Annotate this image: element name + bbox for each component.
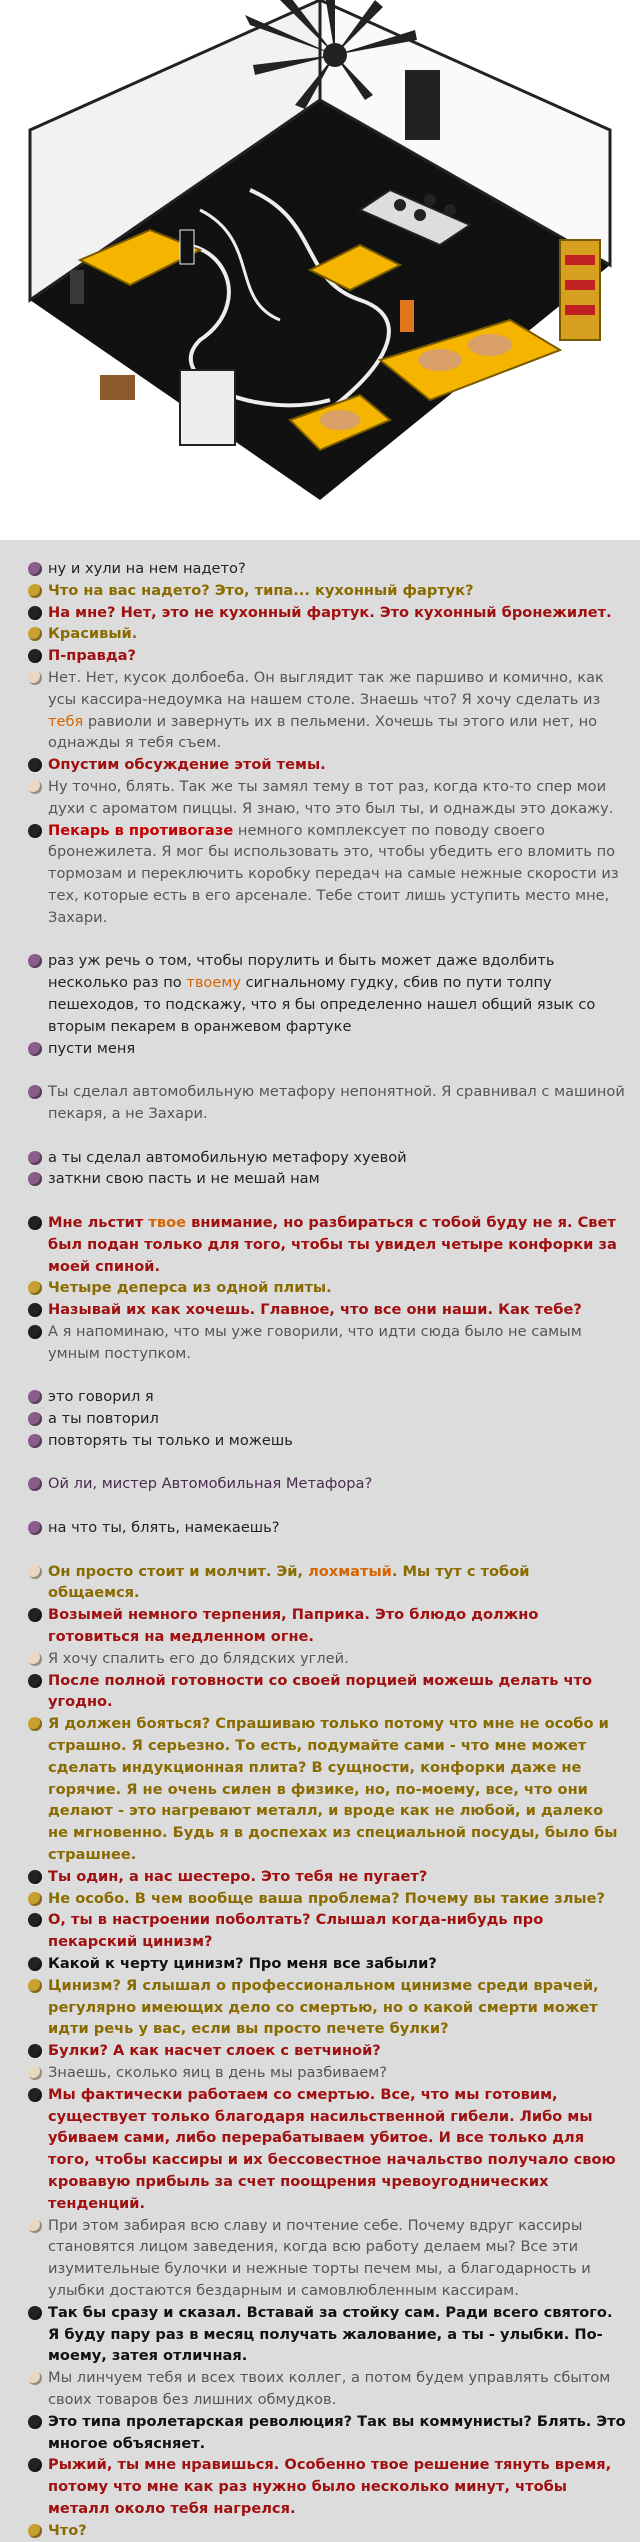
dialogue-text: повторять ты только и можешь <box>48 1431 293 1449</box>
radiator-icon <box>180 370 235 445</box>
dialogue-spacer <box>28 1059 626 1081</box>
pizza-icon <box>418 349 462 371</box>
dialogue-line <box>28 1081 626 1125</box>
dialogue-text: лохматый <box>308 1562 392 1580</box>
dialogue-line <box>28 2367 626 2411</box>
character-icon <box>180 230 194 264</box>
dialogue-line <box>28 1648 626 1670</box>
dialogue-line <box>28 1321 626 1365</box>
dialogue-spacer <box>28 1539 626 1561</box>
character-icon <box>320 170 332 200</box>
dialogue-line <box>28 2411 626 2455</box>
dialogue-line <box>28 1277 626 1299</box>
speaker-avatar-icon <box>28 606 42 620</box>
dialogue-line <box>28 1386 626 1408</box>
dialogue-line <box>28 2062 626 2084</box>
dialogue-line <box>28 1604 626 1648</box>
dialogue-text: немного комплексует по поводу своего бронежилета. Я мог бы использовать это, чтобы убедить его вломить по тормозам и переключить коробку передач на самые нежные скорости из тех, которые есть в его арсенале. Тебе стоит лишь уступить место мне, Захари. <box>48 821 619 926</box>
dialogue-text: Это типа пролетарская революция? Так вы коммунисты? Блять. Это многое объясняет. <box>48 2412 626 2452</box>
dialogue-line <box>28 1147 626 1169</box>
dialogue-text: П-правда? <box>48 647 136 665</box>
dialogue-text: Не особо. В чем вообще ваша проблема? Почему вы такие злые? <box>48 1889 605 1907</box>
dialogue-text: Нет. Нет, кусок долбоеба. Он выглядит так же паршиво и комично, как усы кассира-недоумка на нашем столе. Знаешь что? Я хочу сделать из <box>48 668 604 708</box>
speaker-avatar-icon <box>28 649 42 663</box>
dialogue-line <box>28 2520 626 2542</box>
dialogue-line <box>28 820 626 929</box>
speaker-avatar-icon <box>28 1172 42 1186</box>
pizza-icon <box>468 334 512 356</box>
dialogue-text: Мы фактически работаем со смертью. Все, что мы готовим, существует только благодаря насильственной гибели. Либо мы убиваем сами, либо перерабатываем убитое. И все только для того, чтобы кассиры и их бессовестное начальство получало свою кровавую прибыль за счет поощрения чревоугоднических тенденций. <box>48 2085 616 2212</box>
dialogue-spacer <box>28 1125 626 1147</box>
dialogue-line <box>28 1713 626 1866</box>
dialogue-text: Знаешь, сколько яиц в день мы разбиваем? <box>48 2063 387 2081</box>
dialogue-line <box>28 1299 626 1321</box>
dialogue-line <box>28 580 626 602</box>
speaker-avatar-icon <box>28 1957 42 1971</box>
dialogue-line <box>28 1953 626 1975</box>
dialogue-text: Что на вас надето? Это, типа... кухонный фартук? <box>48 581 474 599</box>
speaker-avatar-icon <box>28 1434 42 1448</box>
dialogue-text: Опустим обсуждение этой темы. <box>48 756 326 774</box>
character-icon <box>70 270 84 304</box>
dialogue-text: а ты повторил <box>48 1410 159 1428</box>
dialogue-text: Я хочу спалить его до блядских углей. <box>48 1649 349 1667</box>
dialogue-text: раз уж речь о том, чтобы порулить и быть может даже вдолбить несколько раз по <box>48 952 555 992</box>
dialogue-line <box>28 1473 626 1495</box>
dialogue-line <box>28 1212 626 1277</box>
dialogue-line <box>28 950 626 1037</box>
dialogue-text: равиоли и завернуть их в пельмени. Хочешь ты этого или нет, но однажды я тебя съем. <box>48 712 598 752</box>
dialogue-spacer <box>28 1364 626 1386</box>
speaker-avatar-icon <box>28 1390 42 1404</box>
dialogue-text: Ой ли, мистер Автомобильная Метафора? <box>48 1475 373 1493</box>
speaker-avatar-icon <box>28 1216 42 1230</box>
dialogue-text: тебя <box>48 712 84 730</box>
speaker-avatar-icon <box>28 1565 42 1579</box>
dialogue-line <box>28 1168 626 1190</box>
dialogue-line <box>28 1408 626 1430</box>
dialogue-line <box>28 1866 626 1888</box>
dialogue-text: Ты сделал автомобильную метафору непонятной. Я сравнивал с машиной пекаря, а не Захари. <box>48 1083 625 1122</box>
speaker-avatar-icon <box>28 1979 42 1993</box>
speaker-avatar-icon <box>28 1717 42 1731</box>
speaker-avatar-icon <box>28 758 42 772</box>
speaker-avatar-icon <box>28 1674 42 1688</box>
dialogue-text: Возымей немного терпения, Паприка. Это блюдо должно готовиться на медленном огне. <box>48 1606 539 1646</box>
speaker-avatar-icon <box>28 2044 42 2058</box>
dialogue-text: Ты один, а нас шестеро. Это тебя не пугает? <box>48 1867 428 1885</box>
dialogue-text: Что? <box>48 2521 87 2539</box>
dialogue-line <box>28 2040 626 2062</box>
dialogue-text: Четыре деперса из одной плиты. <box>48 1279 332 1297</box>
dialogue-line <box>28 667 626 754</box>
speaker-avatar-icon <box>28 2371 42 2385</box>
dialogue-text: Мне льстит <box>48 1213 149 1231</box>
dialogue-line <box>28 1430 626 1452</box>
speaker-avatar-icon <box>28 584 42 598</box>
dialogue-text: Называй их как хочешь. Главное, что все они наши. Как тебе? <box>48 1301 582 1319</box>
dialogue-text: О, ты в настроении поболтать? Слышал когда-нибудь про пекарский цинизм? <box>48 1911 544 1951</box>
pizza-icon <box>320 410 360 430</box>
speaker-avatar-icon <box>28 1892 42 1906</box>
dialogue-line <box>28 558 626 580</box>
dialogue-line <box>28 1561 626 1605</box>
isometric-pizzeria-scene <box>0 0 640 540</box>
speaker-avatar-icon <box>28 562 42 576</box>
dialogue-text: а ты сделал автомобильную метафору хуевой <box>48 1148 407 1166</box>
dialogue-text: Рыжий, ты мне нравишься. Особенно твое решение тянуть время, потому что мне как раз нужно было несколько минут, чтобы металл около тебя нагрелся. <box>48 2456 612 2517</box>
dialogue-line <box>28 2084 626 2215</box>
dialogue-text: . Мы тут с тобой общаемся. <box>48 1562 530 1602</box>
speaker-avatar-icon <box>28 1151 42 1165</box>
speaker-avatar-icon <box>28 1281 42 1295</box>
dialogue-text: Пекарь в противогазе <box>48 821 234 839</box>
dialogue-line <box>28 776 626 820</box>
character-icon <box>400 300 414 332</box>
speaker-avatar-icon <box>28 1325 42 1339</box>
dialogue-text: После полной готовности со своей порцией можешь делать что угодно. <box>48 1671 593 1711</box>
box-icon <box>100 375 135 400</box>
dialogue-text: это говорил я <box>48 1388 154 1406</box>
dialogue-spacer <box>28 929 626 951</box>
dialogue-spacer <box>28 1495 626 1517</box>
dialogue-text: Мы линчуем тебя и всех твоих коллег, а потом будем управлять сбытом своих товаров без лишних обмудков. <box>48 2369 611 2408</box>
dialogue-line <box>28 645 626 667</box>
speaker-avatar-icon <box>28 1303 42 1317</box>
speaker-avatar-icon <box>28 2088 42 2102</box>
speaker-avatar-icon <box>28 1477 42 1491</box>
dialogue-text: на что ты, блять, намекаешь? <box>48 1519 280 1537</box>
speaker-avatar-icon <box>28 1608 42 1622</box>
speaker-avatar-icon <box>28 2066 42 2080</box>
speaker-avatar-icon <box>28 1913 42 1927</box>
dialogue-text: Булки? А как насчет слоек с ветчиной? <box>48 2042 381 2060</box>
dialogue-line <box>28 2454 626 2519</box>
dialogue-line <box>28 602 626 624</box>
dialogue-text: твоему <box>186 974 241 992</box>
dialogue-text: Какой к черту цинизм? Про меня все забыли? <box>48 1955 437 1972</box>
dialogue-line <box>28 623 626 645</box>
speaker-avatar-icon <box>28 1042 42 1056</box>
dialogue-text: Я должен бояться? Спрашиваю только потому что мне не особо и страшно. Я серьезно. То есть, подумайте сами - что мне может сделать индукционная плита? В сущности, конфорки даже не горячие. Я не очень силен в физике, но, по-моему, все, что они делают - это нагревают металл, и вроде как не любой, и далеко не мгновенно. Будь я в доспехах из специальной посуды, было бы страшнее. <box>48 1715 618 1864</box>
dialogue-line <box>28 2302 626 2367</box>
dialogue-line <box>28 1670 626 1714</box>
dialogue-text: Цинизм? Я слышал о профессиональном цинизме среди врачей, регулярно имеющих дело со смертью, но о какой смерти может идти речь у вас, если вы просто печете булки? <box>48 1976 599 2038</box>
dialogue-text: Так бы сразу и сказал. Вставай за стойку сам. Ради всего святого. Я буду пару раз в месяц получать жалование, а ты - улыбки. По-моему, затея отличная. <box>48 2303 613 2365</box>
dialogue-line <box>28 1975 626 2040</box>
dialogue-log <box>0 540 640 2542</box>
dialogue-text: заткни свою пасть и не мешай нам <box>48 1170 320 1188</box>
dialogue-text: внимание, но разбираться с тобой буду не я. Свет был подан только для того, чтобы ты увидел четыре конфорки за моей спиной. <box>48 1213 617 1275</box>
creature-icon <box>430 248 480 292</box>
dialogue-text: На мне? Нет, это не кухонный фартук. Это кухонный бронежилет. <box>48 603 612 621</box>
speaker-avatar-icon <box>28 2415 42 2429</box>
dialogue-line <box>28 2215 626 2302</box>
speaker-avatar-icon <box>28 954 42 968</box>
dialogue-text: сигнальному гудку, сбив по пути толпу пешеходов, то подскажу, что я бы определенно нашел общий язык со вторым пекарем в оранжевом фартуке <box>48 974 596 1035</box>
dialogue-text: Красивый. <box>48 625 138 643</box>
speaker-avatar-icon <box>28 2458 42 2472</box>
speaker-avatar-icon <box>28 2219 42 2233</box>
dialogue-text: Ну точно, блять. Так же ты замял тему в тот раз, когда кто-то спер мои духи с ароматом пиццы. Я знаю, что это был ты, и однажды это докажу. <box>48 777 614 817</box>
dialogue-line <box>28 1888 626 1910</box>
speaker-avatar-icon <box>28 1652 42 1666</box>
dialogue-text: При этом забирая всю славу и почтение себе. Почему вдруг кассиры становятся лицом заведения, когда всю работу делаем мы? Все эти изумительные булочки и нежные торты печем мы, а благодарность и улыбки достаются бездарным и самовлюбленным кассирам. <box>48 2216 591 2299</box>
dialogue-line <box>28 1517 626 1539</box>
speaker-avatar-icon <box>28 780 42 794</box>
speaker-avatar-icon <box>28 1085 42 1099</box>
dialogue-text: Он просто стоит и молчит. Эй, <box>48 1562 309 1580</box>
dialogue-line <box>28 1909 626 1953</box>
isometric-pizzeria-room-icon <box>0 0 640 540</box>
speaker-avatar-icon <box>28 1521 42 1535</box>
dialogue-line <box>28 754 626 776</box>
speaker-avatar-icon <box>28 2306 42 2320</box>
speaker-avatar-icon <box>28 1412 42 1426</box>
dialogue-text: ну и хули на нем надето? <box>48 560 246 577</box>
range-hood <box>405 70 440 140</box>
dialogue-spacer <box>28 1452 626 1474</box>
speaker-avatar-icon <box>28 671 42 685</box>
dialogue-text: пусти меня <box>48 1039 136 1057</box>
dialogue-line <box>28 1038 626 1060</box>
dialogue-spacer <box>28 1190 626 1212</box>
speaker-avatar-icon <box>28 824 42 838</box>
speaker-avatar-icon <box>28 627 42 641</box>
speaker-avatar-icon <box>28 2524 42 2538</box>
speaker-avatar-icon <box>28 1870 42 1884</box>
dialogue-text: твое <box>148 1213 186 1231</box>
dialogue-text: А я напоминаю, что мы уже говорили, что идти сюда было не самым умным поступком. <box>48 1322 582 1362</box>
